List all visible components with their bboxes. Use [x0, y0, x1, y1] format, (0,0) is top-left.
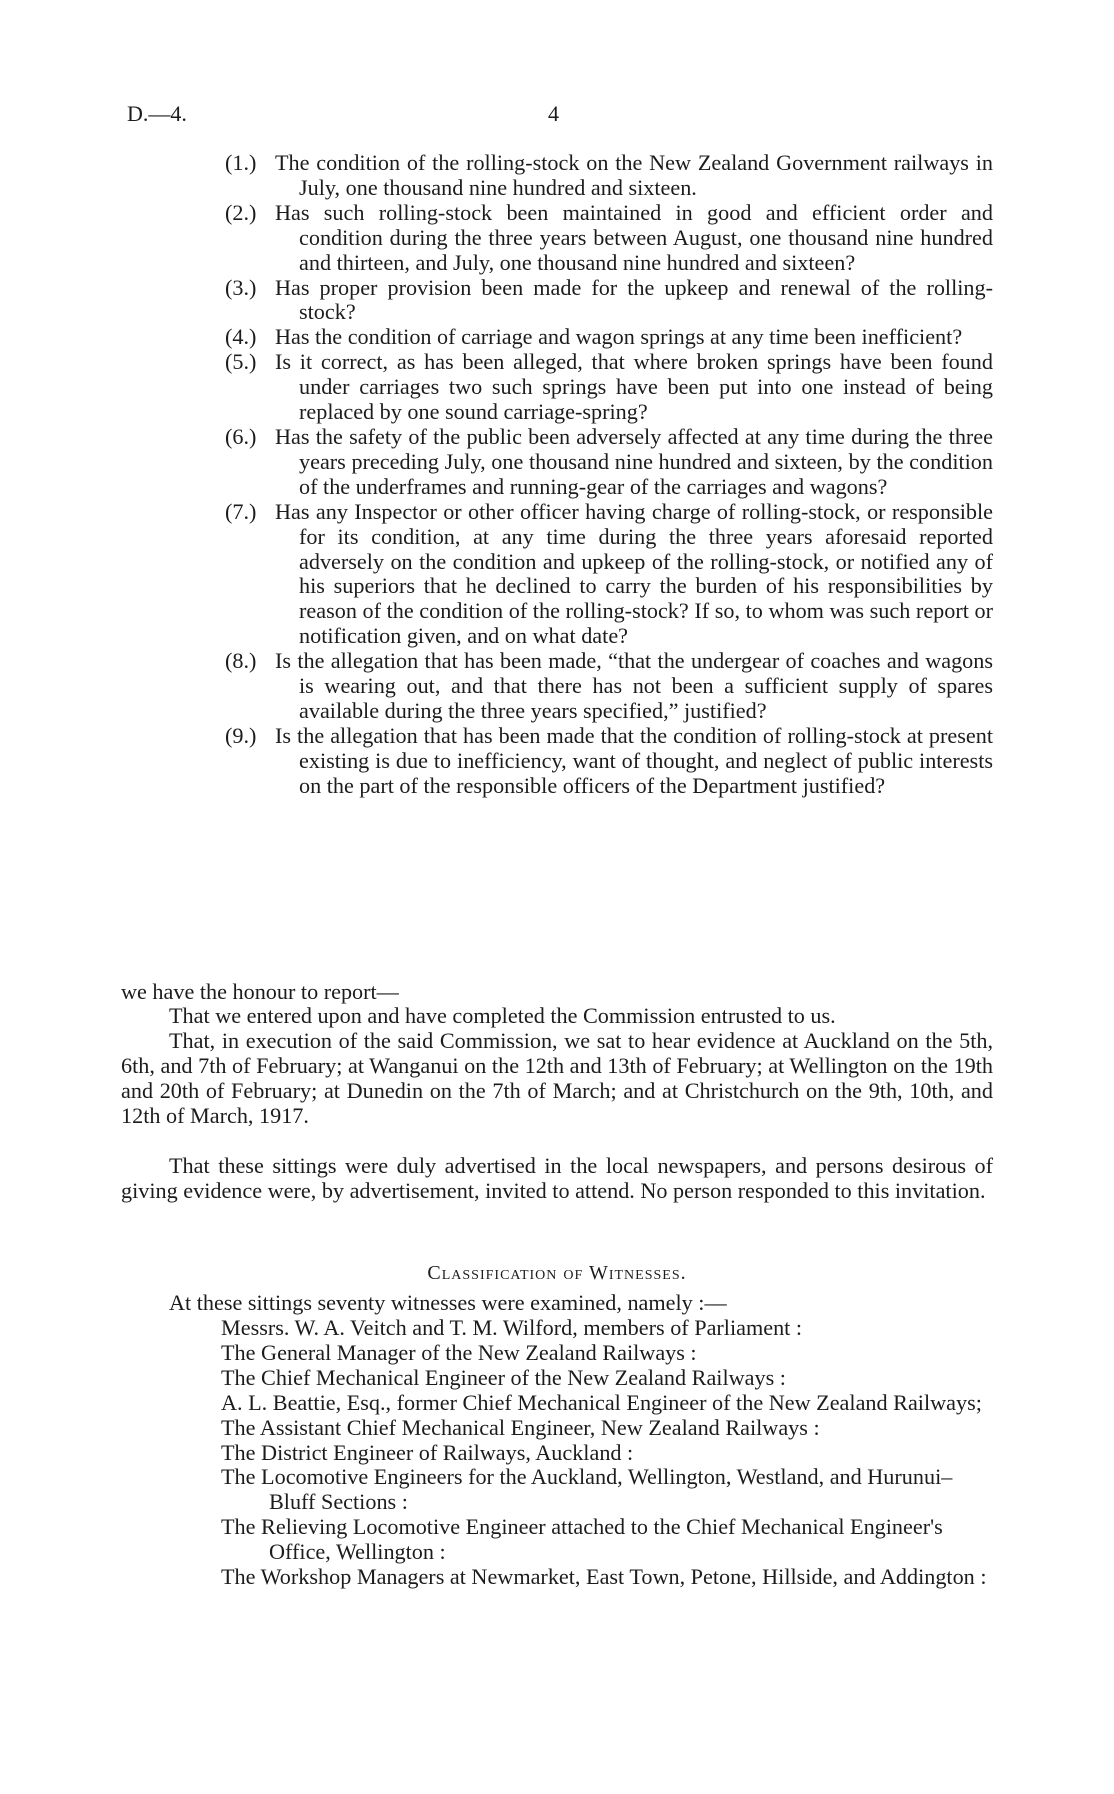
question-item — [225, 325, 993, 350]
question-text: Has the safety of the public been adversely affected at any time during the three years preceding July, one thousand nine hundred and sixteen, by the condition of the underframes and running-gear of the carriages and wagons? — [275, 423, 993, 499]
question-text: The condition of the rolling-stock on the New Zealand Government railways in July, one thousand nine hundred and sixteen. — [275, 150, 993, 200]
question-number: (6.) — [225, 423, 257, 449]
question-text: Has such rolling-stock been maintained in good and efficient order and condition during the three years between August, one thousand nine hundred and thirteen, and July, one thousand nine hundred and sixteen? — [275, 199, 993, 275]
question-item — [225, 500, 993, 649]
question-text: Has proper provision been made for the upkeep and renewal of the rolling-stock? — [275, 274, 993, 325]
report-intro: we have the honour to report— — [121, 979, 399, 1004]
witness-item: Messrs. W. A. Veitch and T. M. Wilford, members of Parliament : — [221, 1315, 803, 1340]
question-text: Is the allegation that has been made, “that the undergear of coaches and wagons is wearing out, and that there has not been a sufficient supply of spares available during the three years specified,” justified? — [275, 648, 993, 723]
question-item — [225, 201, 993, 276]
question-number: (4.) — [225, 324, 257, 350]
page-number: 4 — [548, 101, 559, 126]
report-paragraph: That, in execution of the said Commission, we sat to hear evidence at Auckland on the 5th, 6th, and 7th of February; at Wanganui on the 12th and 13th of February; at Wellington on the 19th and 20th of February; at Dunedin on the 7th of March; and at Christchurch on the 9th, 10th, and 12th of March, 1917. — [121, 1028, 993, 1128]
question-number: (3.) — [225, 274, 257, 300]
question-number: (2.) — [225, 199, 257, 225]
question-number: (1.) — [225, 150, 257, 175]
report-paragraph: That we entered upon and have completed the Commission entrusted to us. — [169, 1003, 836, 1028]
question-item — [225, 649, 993, 724]
question-text: Has any Inspector or other officer having charge of rolling-stock, or responsible for its condition, at any time during the three years aforesaid reported adversely on the condition and upkeep of the rolling-stock, or notified any of his superiors that he declined to carry the burden of his responsibilities by reason of the condition of the rolling-stock? If so, to whom was such report or notification given, and on what date? — [275, 498, 993, 649]
question-item — [225, 276, 993, 326]
witnesses-list — [221, 1316, 993, 1590]
witnesses-intro: At these sittings seventy witnesses were examined, namely :— — [169, 1290, 727, 1315]
witness-item: The District Engineer of Railways, Auckland : — [221, 1439, 634, 1465]
witness-item: The Assistant Chief Mechanical Engineer, New Zealand Railways : — [221, 1414, 820, 1440]
witness-item: The Relieving Locomotive Engineer attached to the Chief Mechanical Engineer's Office, Wellington : — [221, 1514, 943, 1565]
witness-item: The Locomotive Engineers for the Auckland, Wellington, Westland, and Hurunui–Bluff Sections : — [221, 1464, 953, 1515]
question-text: Is it correct, as has been alleged, that where broken springs have been found under carriages two such springs have been put into one instead of being replaced by one sound carriage-spring? — [275, 349, 993, 425]
witness-item: A. L. Beattie, Esq., former Chief Mechanical Engineer of the New Zealand Railways; — [221, 1389, 982, 1415]
question-item — [225, 350, 993, 425]
witness-item: The General Manager of the New Zealand Railways : — [221, 1339, 697, 1365]
question-item — [225, 724, 993, 799]
witness-item: The Chief Mechanical Engineer of the New Zealand Railways : — [221, 1364, 786, 1390]
question-item — [225, 151, 993, 201]
report-paragraph: That these sittings were duly advertised in the local newspapers, and persons desirous of giving evidence were, by advertisement, invited to attend. No person responded to this invitation. — [121, 1153, 993, 1203]
question-text: Is the allegation that has been made that the condition of rolling-stock at present existing is due to inefficiency, want of thought, and neglect of public interests on the part of the responsible officers of the Department justified? — [275, 722, 993, 798]
witness-item: The Workshop Managers at Newmarket, East Town, Petone, Hillside, and Addington : — [221, 1564, 987, 1590]
question-number: (7.) — [225, 498, 257, 524]
question-number: (9.) — [225, 722, 257, 748]
question-text: Has the condition of carriage and wagon springs at any time been inefficient? — [275, 324, 963, 350]
question-number: (8.) — [225, 648, 257, 674]
section-heading: Classification of Witnesses. — [427, 1262, 687, 1284]
question-number: (5.) — [225, 349, 257, 375]
questions-list — [225, 151, 993, 799]
question-item — [225, 425, 993, 500]
document-reference: D.—4. — [127, 101, 187, 126]
